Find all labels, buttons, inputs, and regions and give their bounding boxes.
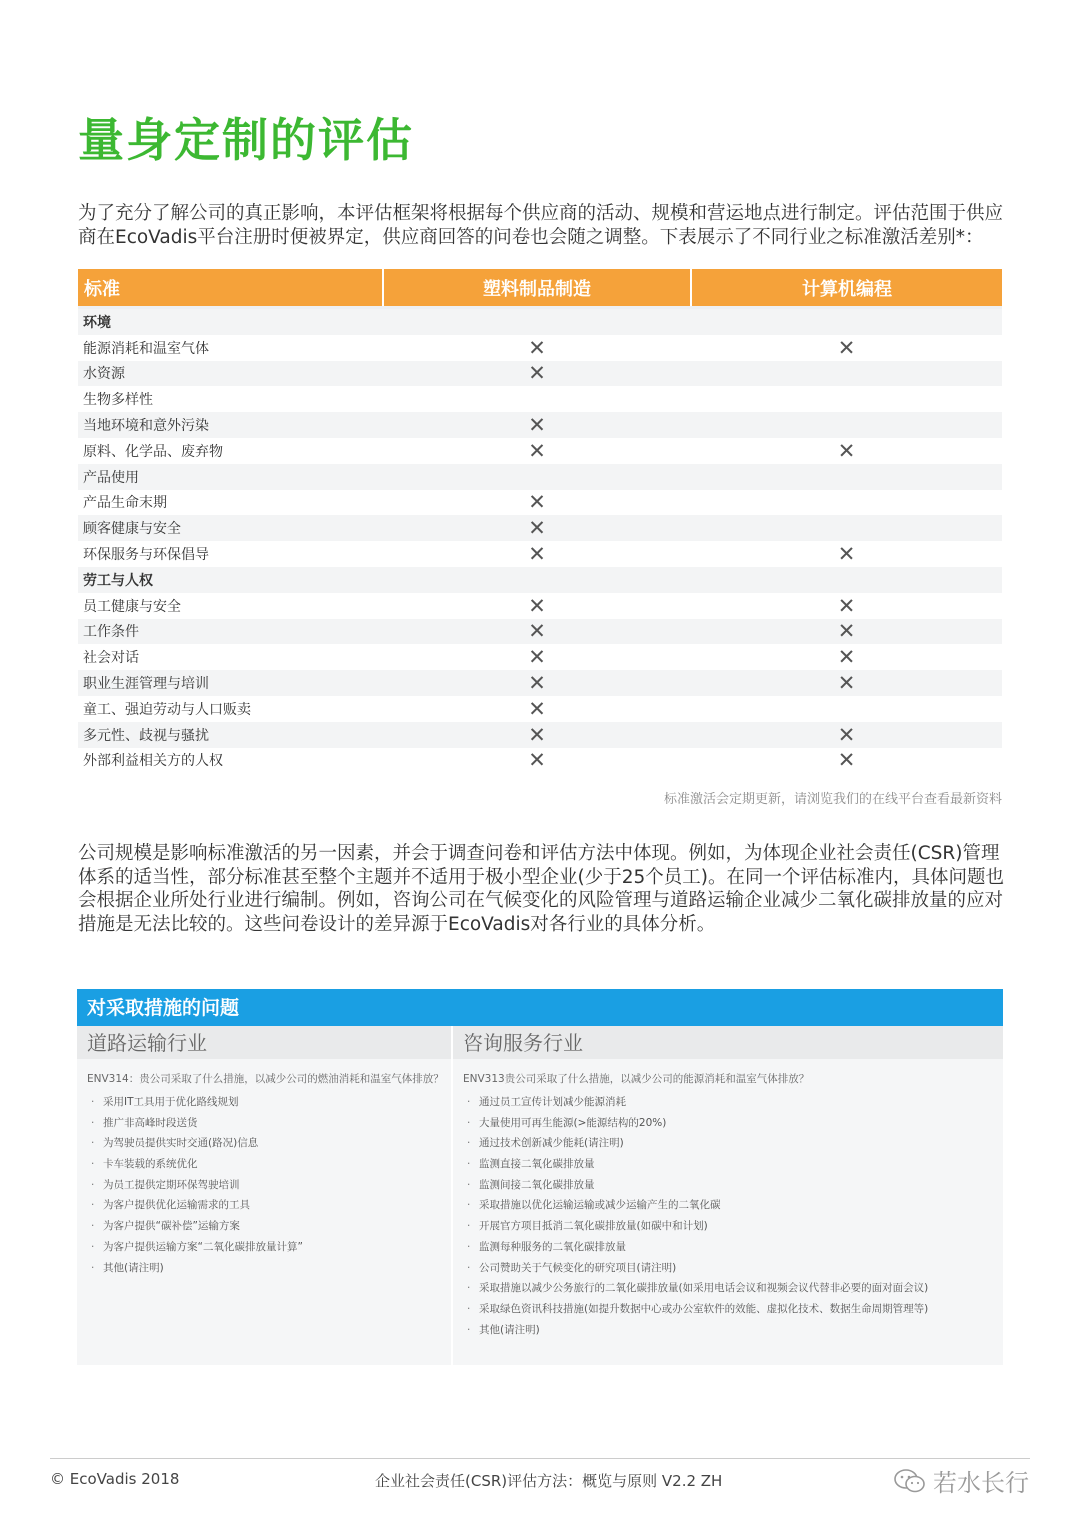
computing-mark: ✕ bbox=[691, 670, 1002, 696]
computing-mark: ✕ bbox=[691, 722, 1002, 748]
question-box bbox=[77, 989, 1003, 1365]
consulting-options bbox=[453, 1092, 1003, 1340]
criteria-row bbox=[78, 438, 1002, 464]
criteria-row bbox=[78, 722, 1002, 748]
criteria-row bbox=[78, 412, 1002, 438]
footer-doc-title: 企业社会责任(CSR)评估方法：概览与原则 V2.2 ZH bbox=[375, 1472, 723, 1490]
plastics-mark bbox=[383, 464, 691, 490]
page-title: 量身定制的评估 bbox=[78, 113, 414, 167]
size-paragraph: 公司规模是影响标准激活的另一因素，并会于调查问卷和评估方法中体现。例如，为体现企业社会责任(CSR)管理体系的适当性，部分标准甚至整个主题并不适用于极小型企业(少于25个员工)。在同一个评估标准内，具体问题也会根据企业所处行业进行编制。例如，咨询公司在气候变化的风险管理与道路运输企业减少二氧化碳排放量的应对措施是无法比较的。这些问卷设计的差异源于EcoVadis对各行业的具体分析。 bbox=[78, 843, 1004, 935]
watermark bbox=[893, 1463, 1029, 1498]
header-plastics: 塑料制品制造 bbox=[383, 269, 691, 308]
plastics-mark: ✕ bbox=[383, 619, 691, 645]
list-item: · 监测直接二氧化碳排放量 bbox=[467, 1154, 1003, 1175]
criteria-row bbox=[78, 361, 1002, 387]
criteria-label: 外部利益相关方的人权 bbox=[83, 753, 223, 770]
plastics-mark bbox=[383, 386, 691, 412]
list-item: · 采用IT工具用于优化路线规划 bbox=[91, 1092, 451, 1113]
criteria-label: 社会对话 bbox=[83, 650, 139, 667]
computing-mark: ✕ bbox=[837, 438, 856, 463]
plastics-mark: ✕ bbox=[383, 722, 691, 748]
criteria-row bbox=[78, 696, 1002, 722]
criteria-label: 能源消耗和温室气体 bbox=[83, 340, 209, 357]
criteria-label: 水资源 bbox=[78, 361, 383, 387]
criteria-table-body bbox=[78, 308, 1002, 774]
plastics-mark: ✕ bbox=[528, 593, 546, 618]
list-item: · 开展官方项目抵消二氧化碳排放量(如碳中和计划) bbox=[467, 1216, 1003, 1237]
computing-mark bbox=[691, 567, 1002, 593]
plastics-mark: ✕ bbox=[528, 542, 546, 567]
criteria-row bbox=[78, 567, 1002, 593]
criteria-label: 产品使用 bbox=[78, 464, 383, 490]
question-box-header: 对采取措施的问题 bbox=[77, 989, 1003, 1026]
plastics-mark: ✕ bbox=[528, 490, 546, 515]
computing-mark bbox=[691, 696, 1002, 722]
criteria-row bbox=[78, 386, 1002, 412]
list-item: · 大量使用可再生能源(>能源结构的20%) bbox=[467, 1113, 1003, 1134]
plastics-mark: ✕ bbox=[383, 515, 691, 541]
footer-divider bbox=[50, 1458, 1030, 1459]
criteria-row bbox=[78, 670, 1002, 696]
table-note: 标准激活会定期更新，请浏览我们的在线平台查看最新资料 bbox=[663, 792, 1002, 807]
plastics-mark: ✕ bbox=[528, 748, 546, 773]
list-item: · 监测间接二氧化碳排放量 bbox=[467, 1175, 1003, 1196]
criteria-label: 环保服务与环保倡导 bbox=[83, 547, 209, 564]
computing-mark bbox=[691, 308, 1002, 335]
plastics-mark: ✕ bbox=[383, 670, 691, 696]
criteria-row bbox=[78, 515, 1002, 541]
list-item: · 监测每种服务的二氧化碳排放量 bbox=[467, 1237, 1003, 1258]
plastics-mark: ✕ bbox=[383, 361, 691, 387]
footer-copyright: © EcoVadis 2018 bbox=[50, 1470, 180, 1488]
list-item: · 为客户提供运输方案“二氧化碳排放量计算” bbox=[91, 1237, 451, 1258]
plastics-mark: ✕ bbox=[528, 696, 546, 721]
consulting-column bbox=[453, 1026, 1003, 1365]
criteria-row bbox=[78, 619, 1002, 645]
list-item: · 推广非高峰时段送货 bbox=[91, 1113, 451, 1134]
criteria-row bbox=[78, 593, 1002, 619]
list-item: · 卡车装载的系统优化 bbox=[91, 1154, 451, 1175]
computing-mark bbox=[691, 515, 1002, 541]
criteria-label: 劳工与人权 bbox=[78, 567, 383, 593]
list-item: · 其他(请注明) bbox=[91, 1258, 451, 1279]
plastics-mark: ✕ bbox=[528, 645, 546, 670]
computing-mark bbox=[691, 386, 1002, 412]
computing-mark: ✕ bbox=[837, 748, 856, 773]
criteria-label: 童工、强迫劳动与人口贩卖 bbox=[83, 701, 251, 718]
criteria-label: 员工健康与安全 bbox=[83, 598, 181, 615]
computing-mark bbox=[691, 464, 1002, 490]
plastics-mark: ✕ bbox=[528, 335, 546, 360]
list-item: · 通过员工宣传计划减少能源消耗 bbox=[467, 1092, 1003, 1113]
list-item: · 采取措施以减少公务旅行的二氧化碳排放量(如采用电话会议和视频会议代替非必要的面对面会议) bbox=[467, 1278, 1003, 1299]
criteria-table-header bbox=[78, 269, 1002, 308]
list-item: · 采取绿色资讯科技措施(如提升数据中心或办公室软件的效能、虚拟化技术、数据生命周期管理等) bbox=[467, 1299, 1003, 1320]
consulting-question: ENV313贵公司采取了什么措施，以减少公司的能源消耗和温室气体排放？ bbox=[463, 1073, 810, 1085]
criteria-label: 工作条件 bbox=[78, 619, 383, 645]
plastics-mark: ✕ bbox=[383, 412, 691, 438]
header-criteria: 标准 bbox=[78, 269, 383, 308]
road-transport-question: ENV314：贵公司采取了什么措施，以减少公司的燃油消耗和温室气体排放？ bbox=[87, 1073, 444, 1085]
criteria-label: 当地环境和意外污染 bbox=[78, 412, 383, 438]
criteria-label: 环境 bbox=[78, 308, 383, 335]
criteria-label: 产品生命末期 bbox=[83, 495, 167, 512]
list-item: · 采取措施以优化运输运输或减少运输产生的二氧化碳 bbox=[467, 1195, 1003, 1216]
watermark-text: 若水长行 bbox=[933, 1469, 1029, 1497]
list-item: · 公司赞助关于气候变化的研究项目(请注明) bbox=[467, 1258, 1003, 1279]
header-computing: 计算机编程 bbox=[691, 269, 1002, 308]
road-transport-options bbox=[77, 1092, 451, 1278]
plastics-mark bbox=[383, 308, 691, 335]
criteria-row bbox=[78, 308, 1002, 335]
plastics-mark: ✕ bbox=[528, 438, 546, 463]
computing-mark: ✕ bbox=[691, 619, 1002, 645]
computing-mark bbox=[691, 412, 1002, 438]
list-item: · 为员工提供定期环保驾驶培训 bbox=[91, 1175, 451, 1196]
wechat-icon bbox=[893, 1468, 927, 1494]
plastics-mark bbox=[383, 567, 691, 593]
computing-mark bbox=[691, 490, 1002, 516]
intro-paragraph: 为了充分了解公司的真正影响，本评估框架将根据每个供应商的活动、规模和营运地点进行制定。评估范围于供应商在EcoVadis平台注册时便被界定，供应商回答的问卷也会随之调整。下表展示了不同行业之标准激活差别*： bbox=[78, 203, 1004, 248]
criteria-row bbox=[78, 541, 1002, 567]
computing-mark: ✕ bbox=[837, 593, 856, 618]
computing-mark bbox=[691, 361, 1002, 387]
criteria-table bbox=[78, 269, 1002, 773]
list-item: · 为客户提供优化运输需求的工具 bbox=[91, 1195, 451, 1216]
criteria-row bbox=[78, 644, 1002, 670]
criteria-row bbox=[78, 335, 1002, 361]
criteria-label: 多元性、歧视与骚扰 bbox=[78, 722, 383, 748]
consulting-title: 咨询服务行业 bbox=[453, 1026, 1003, 1059]
computing-mark: ✕ bbox=[837, 645, 856, 670]
road-transport-column bbox=[77, 1026, 453, 1365]
criteria-label: 原料、化学品、废弃物 bbox=[83, 443, 223, 460]
computing-mark: ✕ bbox=[837, 542, 856, 567]
computing-mark: ✕ bbox=[837, 335, 856, 360]
criteria-label: 生物多样性 bbox=[83, 392, 153, 409]
list-item: · 其他(请注明) bbox=[467, 1320, 1003, 1341]
list-item: · 通过技术创新减少能耗(请注明) bbox=[467, 1133, 1003, 1154]
criteria-row bbox=[78, 748, 1002, 774]
road-transport-title: 道路运输行业 bbox=[77, 1026, 451, 1059]
criteria-label: 职业生涯管理与培训 bbox=[78, 670, 383, 696]
criteria-row bbox=[78, 464, 1002, 490]
list-item: · 为客户提供“碳补偿”运输方案 bbox=[91, 1216, 451, 1237]
criteria-label: 顾客健康与安全 bbox=[78, 515, 383, 541]
criteria-row bbox=[78, 490, 1002, 516]
list-item: · 为驾驶员提供实时交通(路况)信息 bbox=[91, 1133, 451, 1154]
